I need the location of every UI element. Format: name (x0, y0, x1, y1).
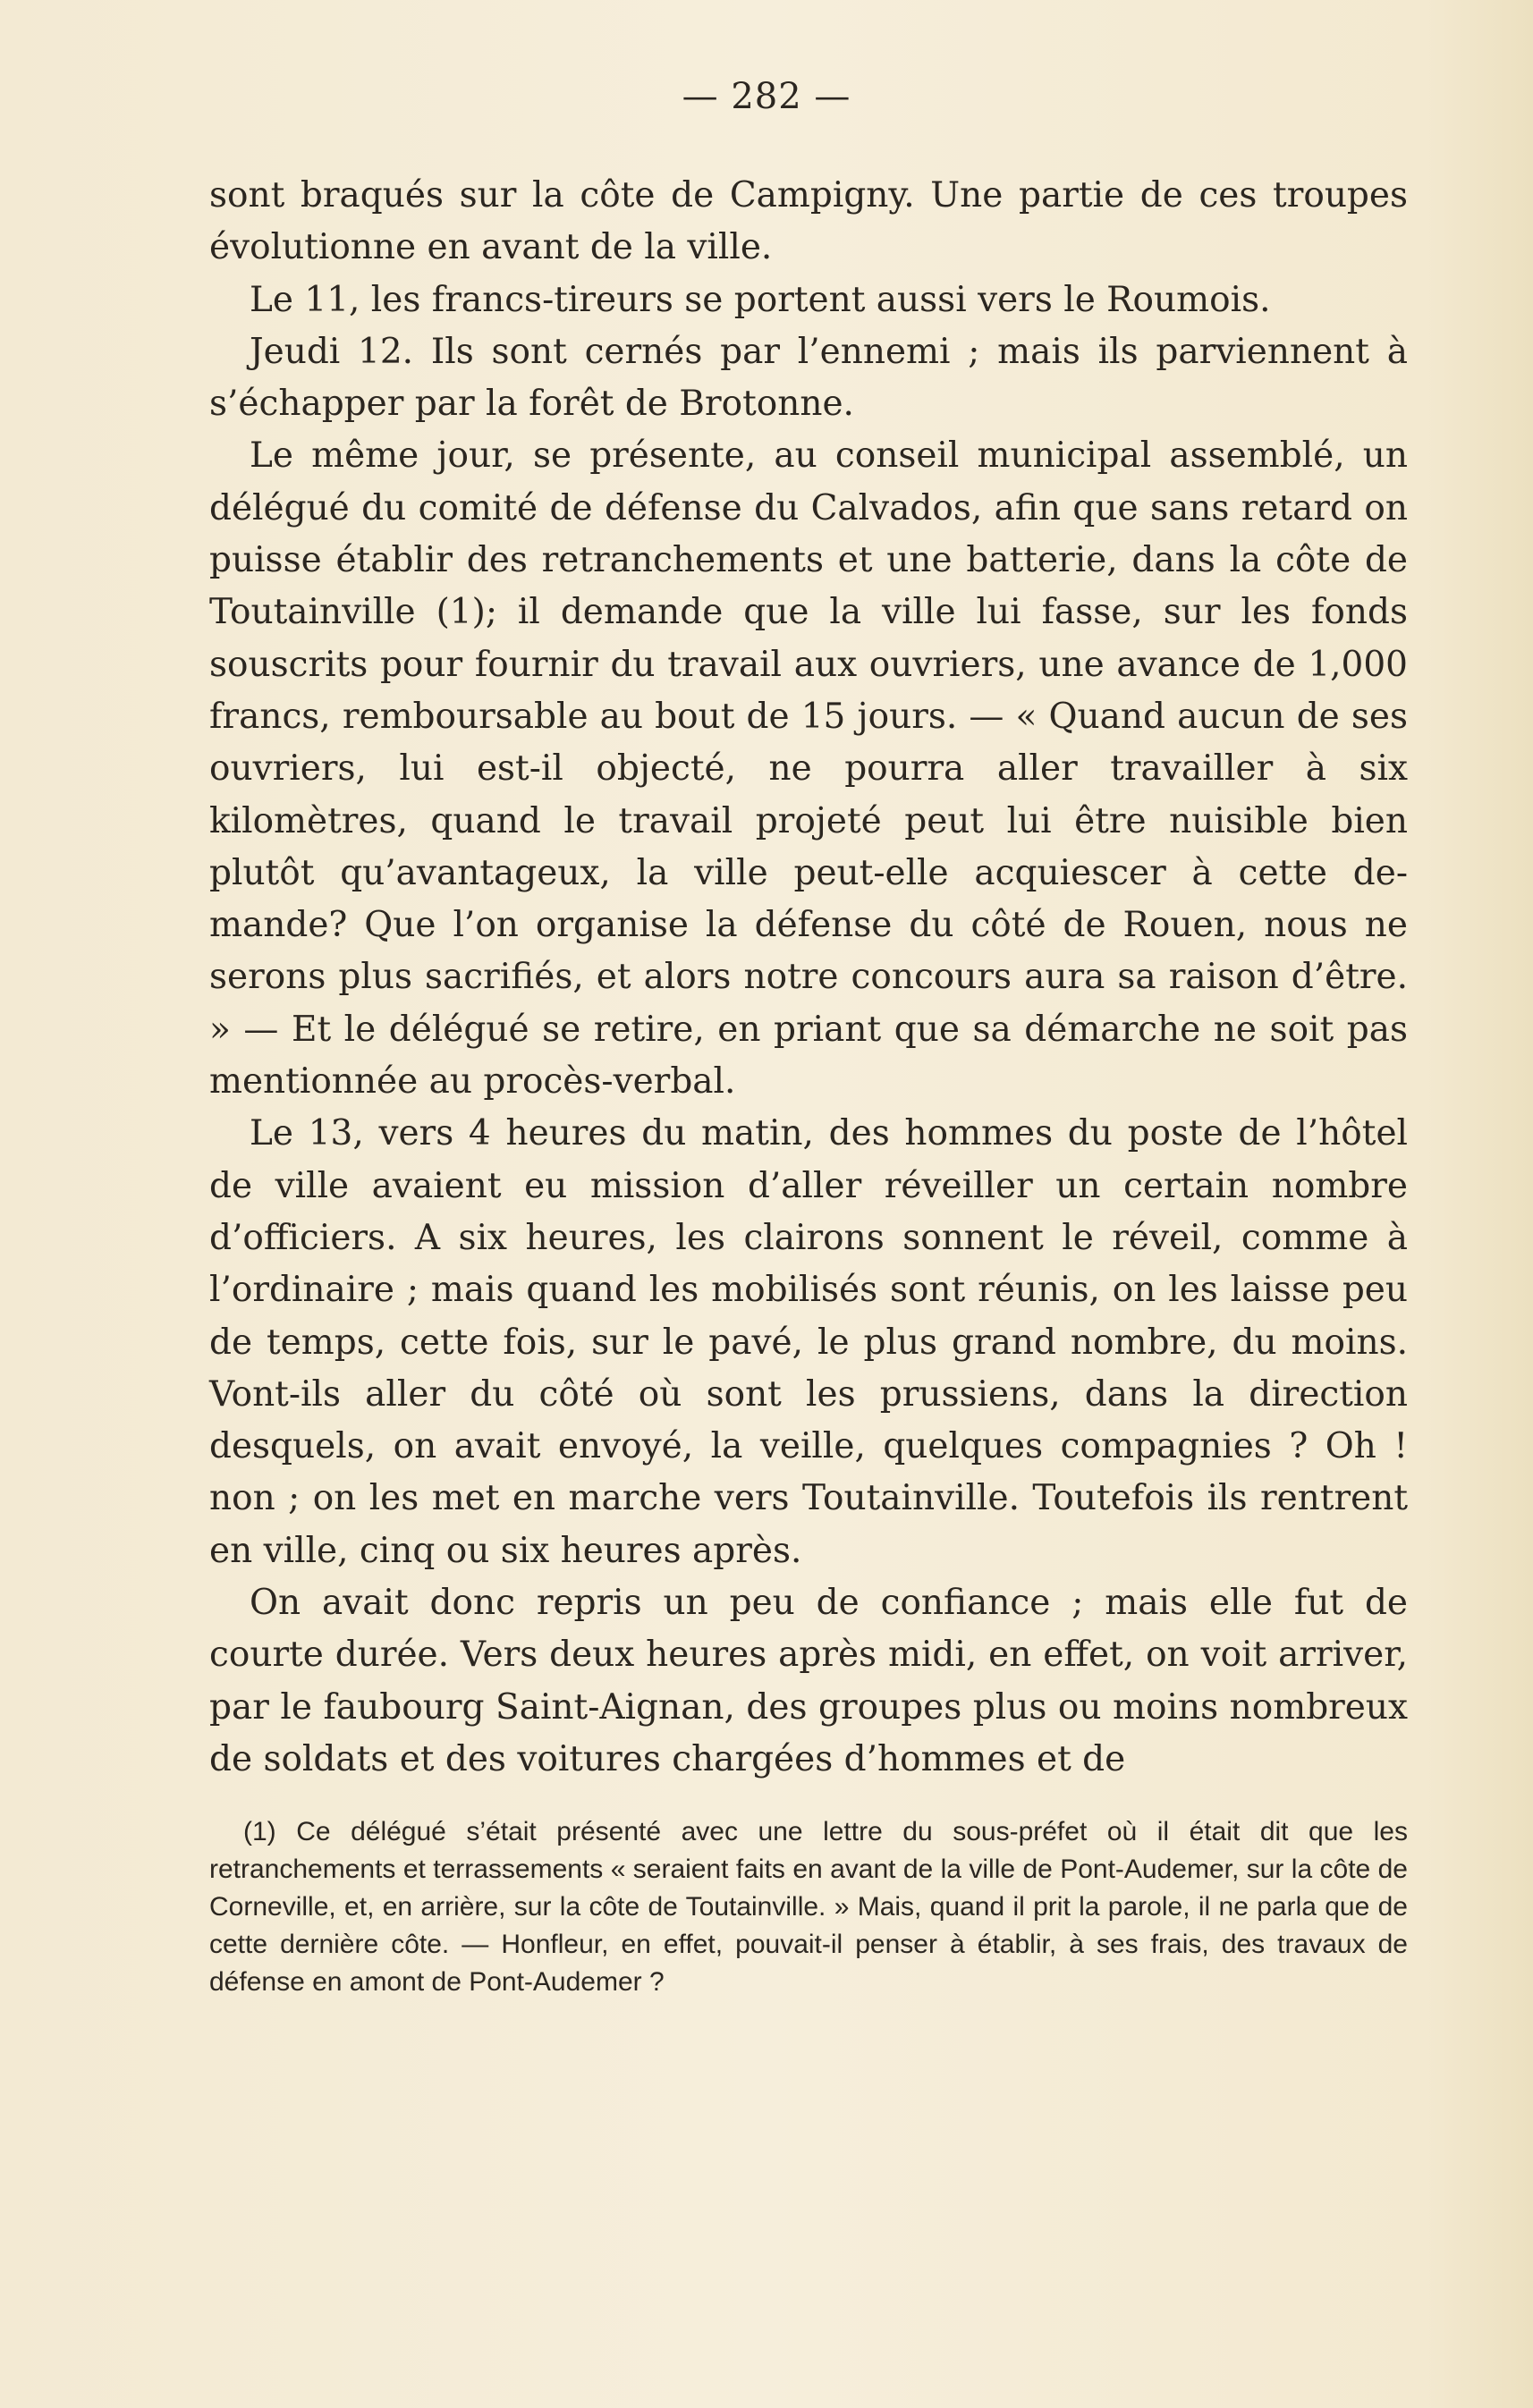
body-text (209, 170, 1408, 1786)
paragraph-le-13: Le 13, vers 4 heures du matin, des hommes du poste de l’hôtel de ville avaient eu mission d’aller réveiller un certain nombre d’officiers. A six heures, les clairons sonnent le réveil, comme à l’ordinaire ; mais quand les mobilisés sont réunis, on les laisse peu de temps, cette fois, sur le pavé, le plus grand nombre, du moins. Vont-ils aller du côté où sont les prussiens, dans la direction desquels, on avait envoyé, la veille, quelques compagnies ? Oh ! non ; on les met en marche vers Toutainville. Toutefois ils rentrent en ville, cinq ou six heures après. (209, 1113, 1408, 1571)
paragraph-jeudi-12: Jeudi 12. Ils sont cernés par l’ennemi ; mais ils parviennent à s’échapper par la forêt de Brotonne. (209, 331, 1408, 425)
page-number: — 282 — (682, 76, 851, 117)
footnote: (1) Ce délégué s’était présenté avec une lettre du sous-préfet où il était dit que les retranchements et terrassements « seraient faits en avant de la ville de Pont-Audemer, sur la côte de Corneville, et, en arrière, sur la côte de Toutainville. » Mais, quand il prit la parole, il ne parla que de cette dernière côte. — Honfleur, en effet, pouvait-il penser à établir, à ses frais, des travaux de défense en amont de Pont-Audemer ? (209, 1817, 1408, 1997)
paragraph-francs-tireurs: Le 11, les francs-tireurs se portent aussi vers le Roumois. (250, 279, 1271, 320)
paragraph-delegue: Le même jour, se présente, au conseil municipal assemblé, un délégué du comité de défense du Calvados, afin que sans retard on puisse établir des retranchements et une batterie, dans la côte de Toutainville (1); il demande que la ville lui fasse, sur les fonds souscrits pour fournir du travail aux ouvriers, une avance de 1,000 francs, remboursable au bout de 15 jours. — « Quand aucun de ses ouvriers, lui est-il objecté, ne pourra aller travailler à six kilomètres, quand le travail projeté peut lui être nuisible bien plutôt qu’avantageux, la ville peut-elle acquiescer à cette demande? Que l’on organise la défense du côté de Rouen, nous ne serons plus sacrifiés, et alors notre concours aura sa raison d’être. » — Et le délégué se retire, en priant que sa démarche ne soit pas mentionnée au procès-verbal. (209, 435, 1408, 1103)
paragraph-confiance: On avait donc repris un peu de confiance ; mais elle fut de courte durée. Vers deux heures après midi, en effet, on voit arriver, par le faubourg Saint-Aignan, des groupes plus ou moins nombreux de soldats et des voitures chargées d’hommes et de (209, 1583, 1408, 1779)
paragraph-campigny: sont braqués sur la côte de Campigny. Une partie de ces troupes évolutionne en avant de la ville. (209, 175, 1408, 268)
